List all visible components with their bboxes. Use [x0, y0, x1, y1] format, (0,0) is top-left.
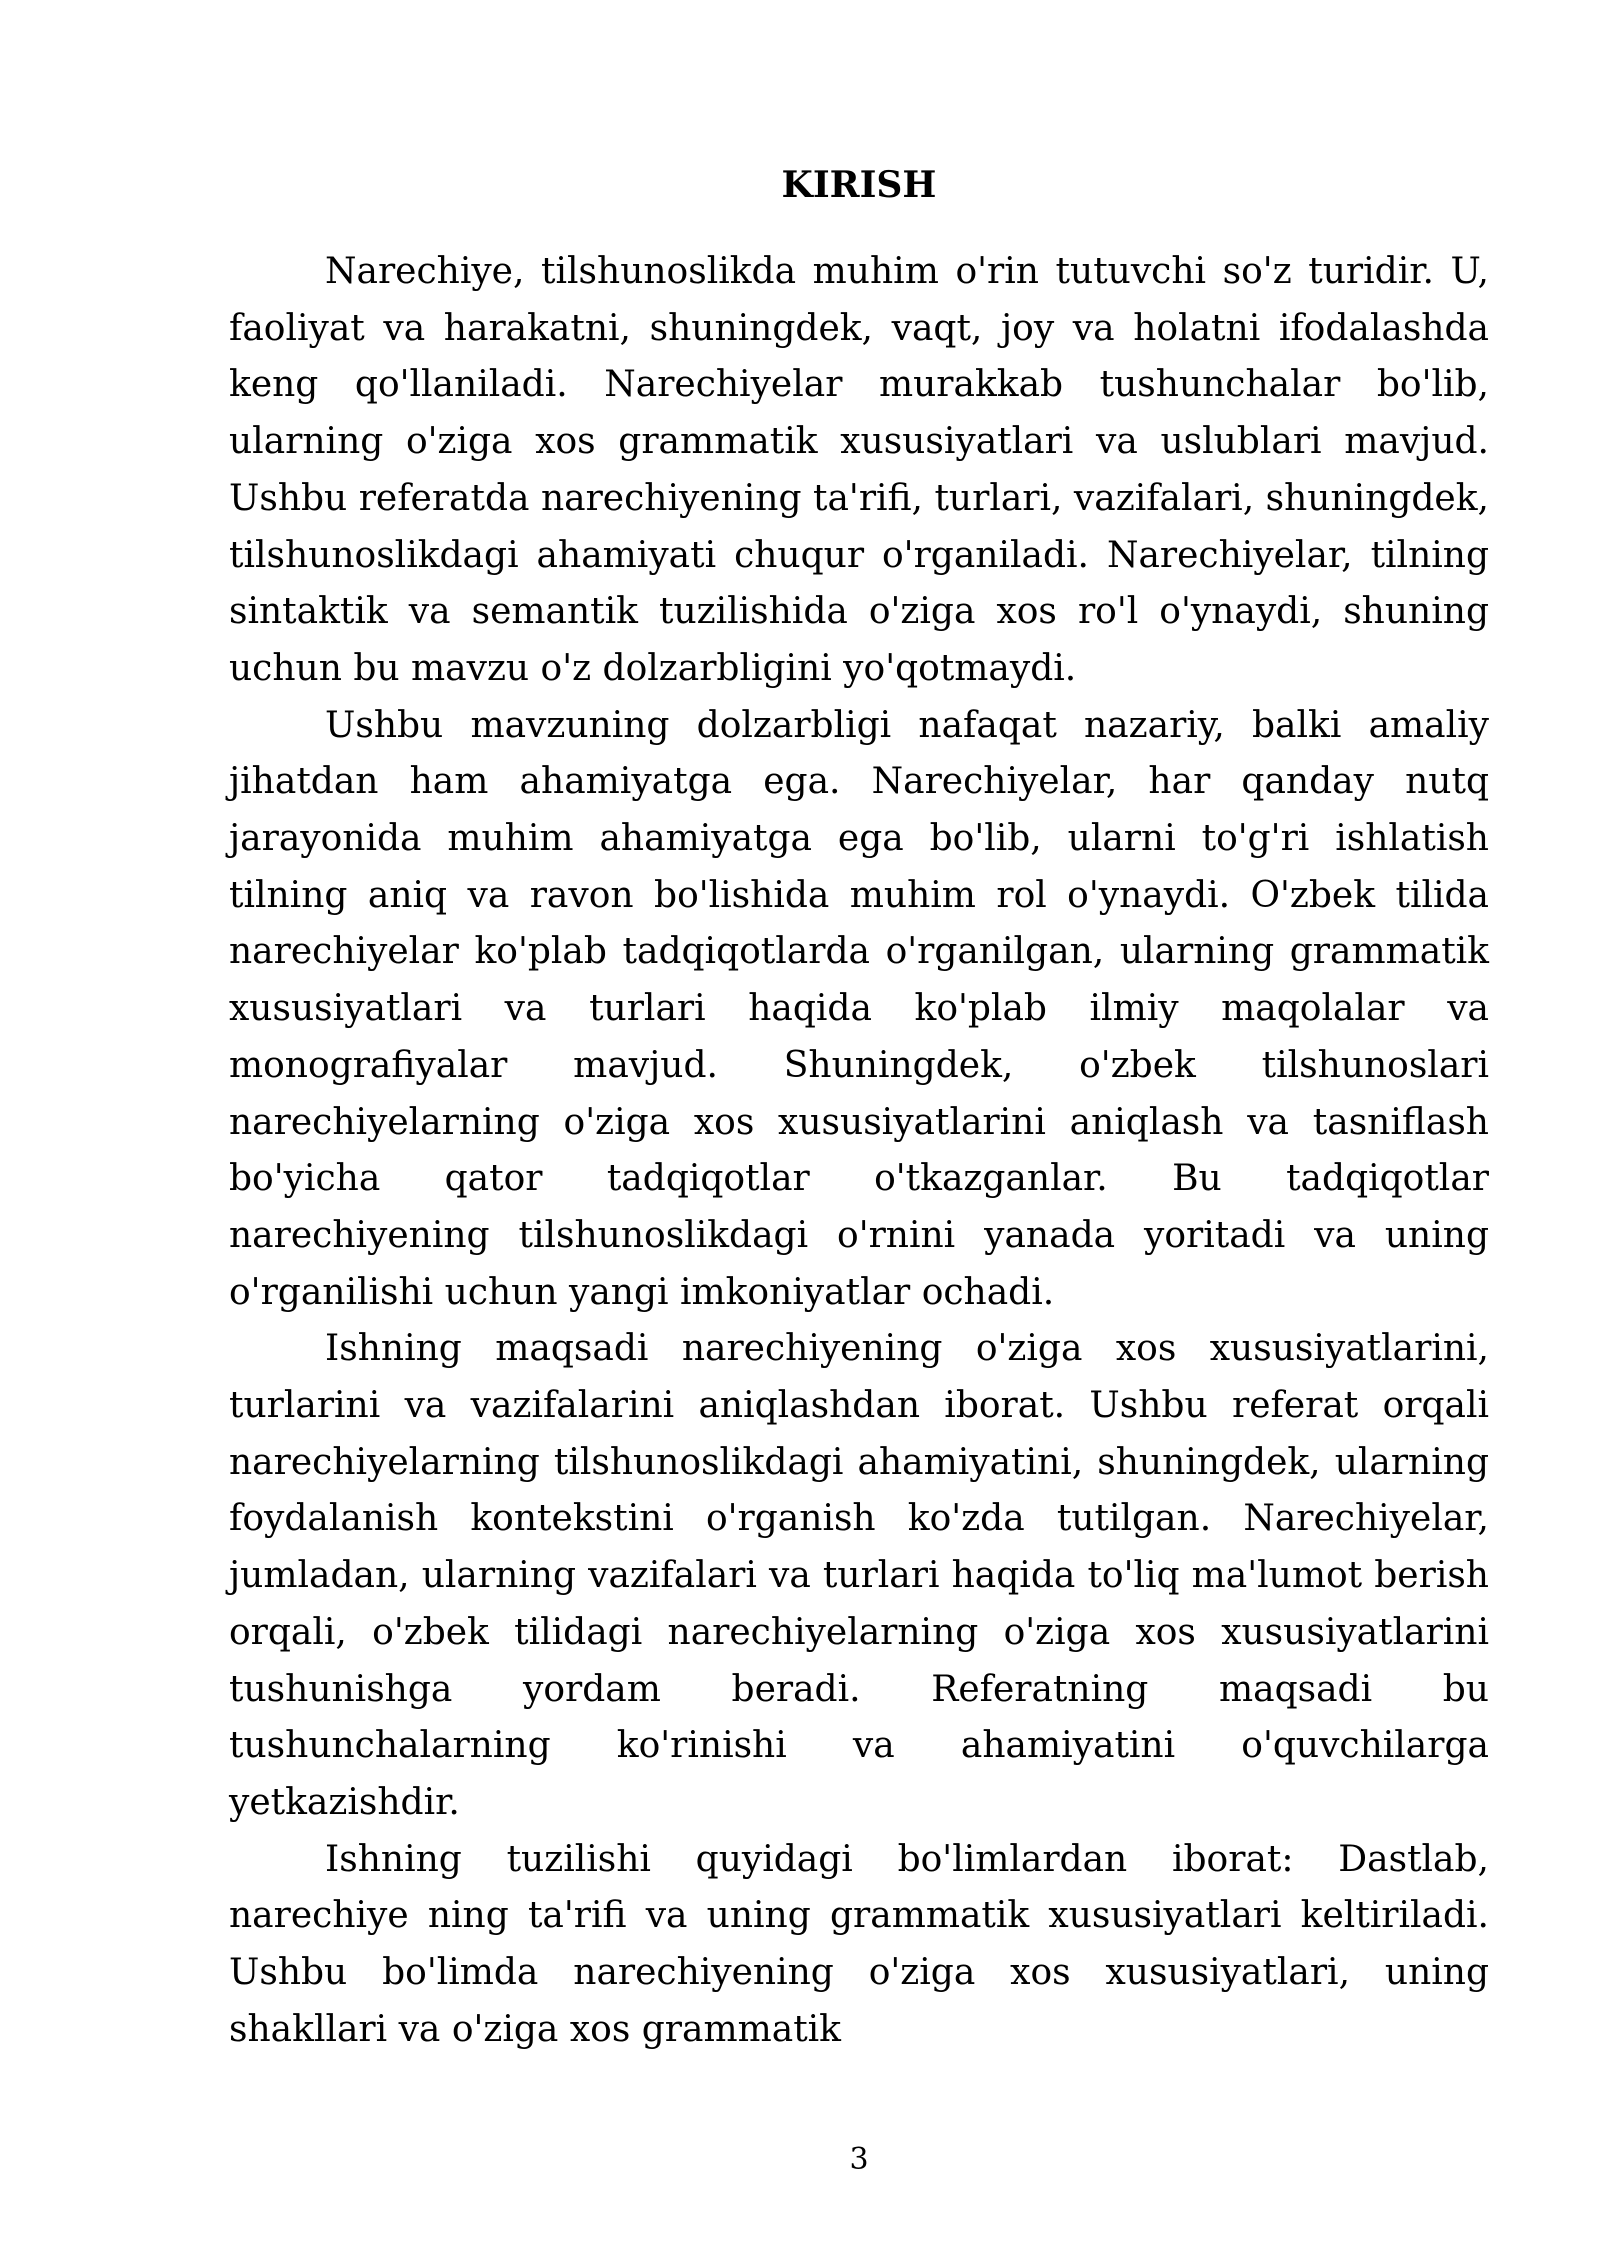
page-number: 3 [849, 2142, 869, 2177]
paragraph-structure: Ishning tuzilishi quyidagi bo'limlardan iborat: Dastlab, narechiye ning ta'rifi va uning grammatik xususiyatlari keltiriladi. Ushbu bo'limda narechiyening o'ziga xos xususiyatlari, uning shakllari va o'ziga xos grammatik [229, 1838, 1489, 2050]
paragraph-relevance: Ushbu mavzuning dolzarbligi nafaqat nazariy, balki amaliy jihatdan ham ahamiyatga ega. Narechiyelar, har qanday nutq jarayonida muhim ahamiyatga ega bo'lib, ularni to'g'ri ishlatish tilning aniq va ravon bo'lishida muhim rol o'ynaydi. O'zbek tilida narechiyelar ko'plab tadqiqotlarda o'rganilgan, ularning grammatik xususiyatlari va turlari haqida ko'plab ilmiy maqolalar va monografiyalar mavjud. Shuningdek, o'zbek tilshunoslari narechiyelarning o'ziga xos xususiyatlarini aniqlash va tasniflash bo'yicha qator tadqiqotlar o'tkazganlar. Bu tadqiqotlar narechiyening tilshunoslikdagi o'rnini yanada yoritadi va uning o'rganilishi uchun yangi imkoniyatlar ochadi. [229, 704, 1489, 1313]
section-title: KIRISH [781, 164, 937, 206]
paragraph-goal: Ishning maqsadi narechiyening o'ziga xos xususiyatlarini, turlarini va vazifalarini aniqlashdan iborat. Ushbu referat orqali narechiyelarning tilshunoslikdagi ahamiyatini, shuningdek, ularning foydalanish kontekstini o'rganish ko'zda tutilgan. Narechiyelar, jumladan, ularning vazifalari va turlari haqida to'liq ma'lumot berish orqali, o'zbek tilidagi narechiyelarning o'ziga xos xususiyatlarini tushunishga yordam beradi. Referatning maqsadi bu tushunchalarning ko'rinishi va ahamiyatini o'quvchilarga yetkazishdir. [229, 1328, 1489, 1823]
paragraph-intro: Narechiye, tilshunoslikda muhim o'rin tutuvchi so'z turidir. U, faoliyat va harakatni, shuningdek, vaqt, joy va holatni ifodalashda keng qo'llaniladi. Narechiyelar murakkab tushunchalar bo'lib, ularning o'ziga xos grammatik xususiyatlari va uslublari mavjud. Ushbu referatda narechiyening ta'rifi, turlari, vazifalari, shuningdek, tilshunoslikdagi ahamiyati chuqur o'rganiladi. Narechiyelar, tilning sintaktik va semantik tuzilishida o'ziga xos ro'l o'ynaydi, shuning uchun bu mavzu o'z dolzarbligini yo'qotmaydi. [229, 251, 1489, 689]
body-text [229, 244, 1489, 2059]
